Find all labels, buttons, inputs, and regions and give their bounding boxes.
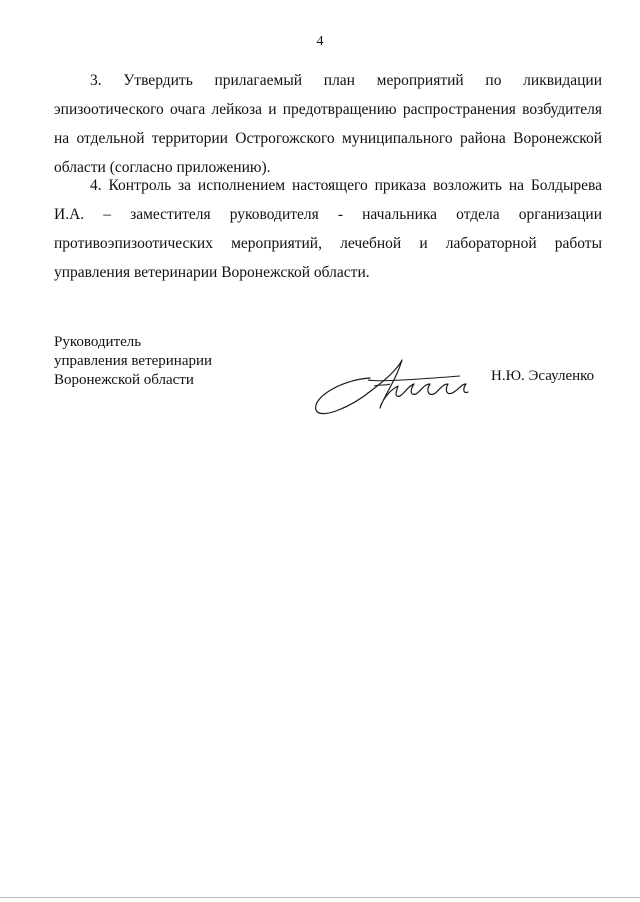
position-line: Руководитель: [54, 334, 142, 350]
position-line: Воронежской области: [54, 372, 194, 388]
handwritten-signature: [310, 350, 480, 420]
signer-name: Н.Ю. Эсауленко: [491, 368, 595, 384]
position-line: управления ветеринарии: [54, 353, 213, 369]
signatory-position: [54, 333, 212, 390]
page-number: 4: [316, 34, 324, 49]
paragraph-item-4: 4. Контроль за исполнением настоящего приказа возложить на Болдырева И.А. – заместителя руководителя - начальника отдела организации противоэпизоотических мероприятий, лечебной и лабораторной работы управления ветеринарии Воронежской области.: [54, 177, 602, 281]
page-edge-line: [0, 897, 640, 898]
paragraph-item-3: 3. Утвердить прилагаемый план мероприятий по ликвидации эпизоотического очага лейкоза и предотвращению распространения возбудителя на отдельной территории Острогожского муниципального района Воронежской области (согласно приложению).: [54, 72, 602, 176]
